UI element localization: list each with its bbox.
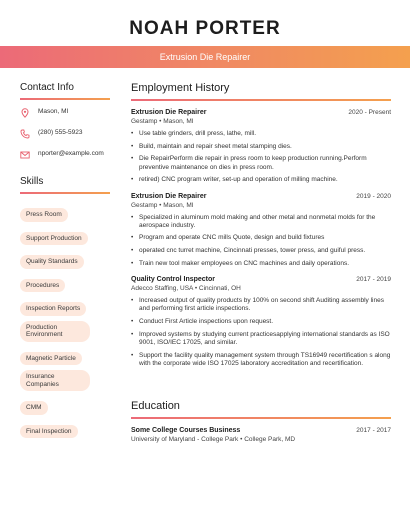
education-section (131, 400, 391, 443)
skill-pill: Insurance Companies (20, 370, 90, 391)
contact-email (20, 150, 112, 160)
skill-pill: Final Inspection (20, 425, 78, 439)
job-company-line: Gestamp • Mason, MI (131, 118, 194, 125)
skill-pill: Procedures (20, 279, 65, 293)
skill-pill: CMM (20, 401, 48, 415)
job-dates: 2017 - 2019 (356, 276, 391, 284)
contact-list (20, 108, 112, 160)
contact-divider (20, 98, 110, 100)
phone-icon (20, 129, 32, 139)
job-company-line: Gestamp • Mason, MI (131, 201, 194, 209)
location-text: Mason, MI (38, 108, 69, 115)
job-company: Adecco Staffing, USA (131, 285, 194, 293)
employment-heading: Employment History (131, 82, 230, 94)
education-title: Some College Courses Business (131, 427, 241, 434)
skill-pill: Support Production (20, 232, 88, 246)
job-title: Extrusion Die Repairer (131, 192, 207, 200)
job-bullet: • retired) CNC program writer, set-up and operation of milling machine. (131, 176, 391, 184)
skill-pill: Production Environment (20, 321, 90, 342)
job-bullets (131, 130, 391, 185)
job-location: Mason, MI (163, 201, 194, 209)
skills-list (20, 203, 112, 443)
left-column (20, 82, 112, 443)
contact-phone (20, 129, 112, 139)
job-bullet: • Use table grinders, drill press, lathe, mill. (131, 130, 391, 138)
skill-pill: Quality Standards (20, 255, 84, 269)
job-title: Quality Control Inspector (131, 276, 216, 284)
job-title: Extrusion Die Repairer (131, 109, 207, 116)
contact-location (20, 108, 112, 118)
education-location: College Park, MD (244, 436, 296, 443)
email-text: nporter@example.com (38, 150, 104, 157)
education-school: University of Maryland - College Park (131, 436, 239, 443)
skill-pill: Inspection Reports (20, 302, 86, 316)
email-icon (20, 150, 32, 160)
job-bullet: • Build, maintain and repair sheet metal stamping dies. (131, 143, 391, 151)
education-divider (131, 417, 391, 419)
job-bullet: • operated cnc turret machine, Cincinnati presses, tower press, and guiful press. (131, 247, 391, 255)
job-bullets (131, 214, 391, 269)
skills-heading: Skills (20, 176, 44, 187)
skill-pill: Magnetic Particle (20, 352, 82, 366)
job-bullet: • Increased output of quality products by 100% on second shift Auditing assembly lines and performing first article inspections. (131, 297, 391, 313)
job-entry (131, 109, 391, 185)
job-company: Gestamp (131, 201, 158, 209)
job-bullet: • Conduct First Article inspections upon request. (131, 318, 391, 326)
job-bullets (131, 297, 391, 368)
employment-divider (131, 99, 391, 101)
job-company: Gestamp (131, 118, 158, 125)
job-location: Cincinnati, OH (198, 285, 241, 293)
education-dates: 2017 - 2017 (356, 427, 391, 434)
contact-heading: Contact Info (20, 82, 74, 93)
skill-pill: Press Room (20, 208, 68, 222)
candidate-name: NOAH PORTER (129, 18, 281, 39)
education-entry (131, 427, 391, 443)
job-entry (131, 193, 391, 269)
job-bullet: • Program and operate CNC mills Quote, design and build fixtures (131, 234, 391, 242)
job-bullet: • Improved systems by studying current practicesapplying international standards as ISO 9001, ISO/IEC 17025, and similar. (131, 331, 391, 347)
job-bullet: • Train new tool maker employees on CNC machines and daily operations. (131, 260, 391, 268)
job-title-banner: Extrusion Die Repairer (0, 46, 410, 68)
education-school-line: University of Maryland - College Park • College Park, MD (131, 436, 296, 443)
phone-text: (280) 555-5923 (38, 129, 83, 136)
employment-section (131, 82, 391, 372)
job-location: Mason, MI (163, 118, 194, 125)
job-dates: 2019 - 2020 (356, 192, 391, 200)
education-heading: Education (131, 400, 180, 412)
job-dates: 2020 - Present (348, 109, 391, 116)
job-bullet: • Die RepairPerform die repair in press room to keep production running.Perform preventive maintenance on dies in press room. (131, 155, 391, 171)
job-bullet: • Specialized in aluminum mold making and other metal and nonmetal molds for the aerospace industry. (131, 214, 391, 230)
job-bullet: • Support the facility quality management system through TS16949 recertification s along with the corporate wide ISO 17025 laboratory accreditation and recertification. (131, 352, 391, 368)
location-pin-icon (20, 108, 32, 118)
skills-divider (20, 192, 110, 194)
job-company-line: Adecco Staffing, USA • Cincinnati, OH (131, 285, 241, 293)
job-entry (131, 276, 391, 368)
